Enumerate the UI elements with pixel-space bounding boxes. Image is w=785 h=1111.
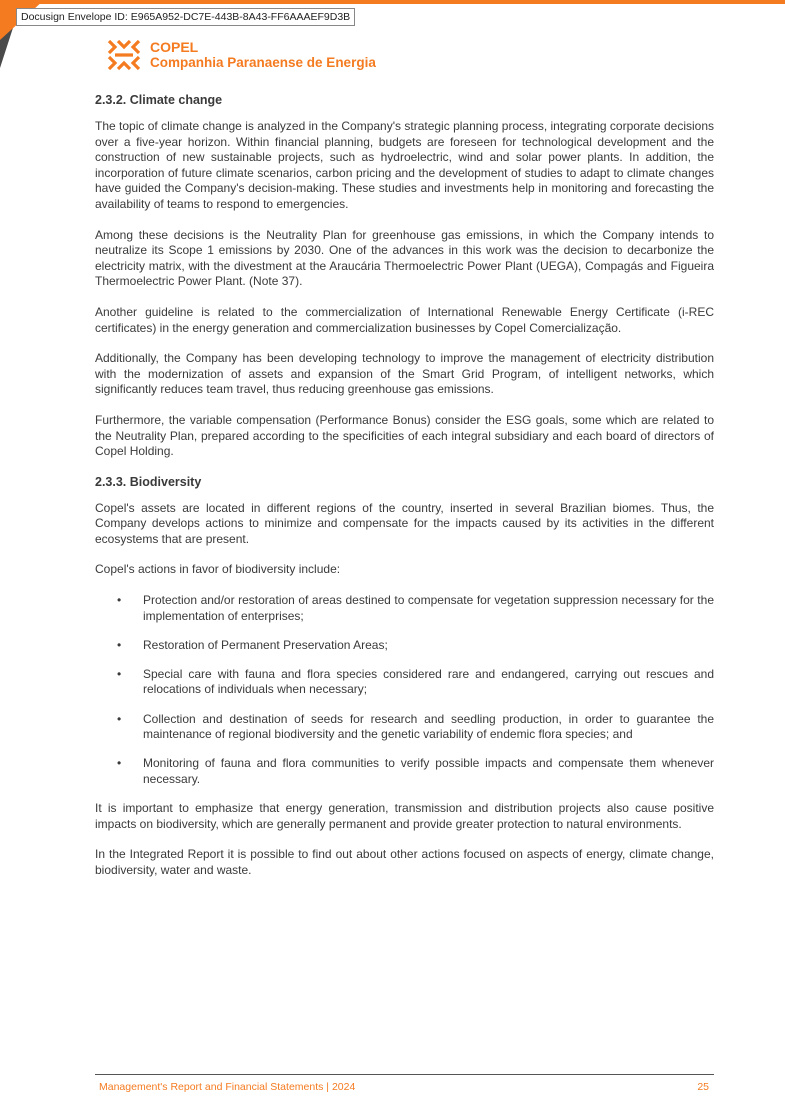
copel-logo	[106, 38, 376, 72]
paragraph: It is important to emphasize that energy generation, transmission and distribution projects also cause positive impacts on biodiversity, which are generally permanent and provide greater protection to natural environments.	[95, 800, 714, 831]
bullet-icon: •	[117, 756, 122, 771]
paragraph: Copel's assets are located in different regions of the country, inserted in several Brazilian biomes. Thus, the Company develops actions to minimize and compensate for the impacts caused by its activities in the different ecosystems that are present.	[95, 500, 714, 546]
footer-report-title: Management's Report and Financial Statements | 2024	[99, 1081, 356, 1093]
copel-logo-icon	[106, 38, 142, 72]
paragraph: Additionally, the Company has been developing technology to improve the management of electricity distribution with the modernization of assets and expansion of the Smart Grid Program, of intelligent networks, which significantly reduces team travel, thus reducing greenhouse gas emissions.	[95, 351, 714, 397]
list-item: • Restoration of Permanent Preservation Areas;	[117, 637, 388, 652]
paragraph: Furthermore, the variable compensation (Performance Bonus) consider the ESG goals, some which are related to the Neutrality Plan, prepared according to the specificities of each integral subsidiary and each board of directors of Copel Holding.	[95, 412, 714, 459]
footer-divider	[95, 1074, 714, 1075]
climate-change-heading: 2.3.2. Climate change	[95, 93, 223, 107]
list-item: • Monitoring of fauna and flora communities to verify possible impacts and compensate them whenever necessary.	[117, 756, 714, 786]
paragraph: In the Integrated Report it is possible to find out about other actions focused on aspects of energy, climate change, biodiversity, water and waste.	[95, 847, 714, 877]
list-item: • Protection and/or restoration of areas destined to compensate for vegetation suppression necessary for the implementation of enterprises;	[117, 593, 714, 623]
logo-company-subtitle: Companhia Paranaense de Energia	[150, 55, 376, 70]
bullet-icon: •	[117, 637, 122, 652]
list-item: • Collection and destination of seeds for research and seedling production, in order to guarantee the maintenance of regional biodiversity and the genetic variability of endemic flora species; and	[117, 711, 714, 742]
page-content	[95, 93, 714, 893]
paragraph: Among these decisions is the Neutrality Plan for greenhouse gas emissions, in which the Company intends to neutralize its Scope 1 emissions by 2030. One of the advances in this work was the decision to decarbonize the electricity matrix, with the divestment at the Araucária Thermoelectric Power Plant (UEGA), Compagás and Figueira Thermoelectric Power Plant. (Note 37).	[95, 227, 714, 289]
paragraph: Another guideline is related to the commercialization of International Renewable Energy Certificate (i-REC certificates) in the energy generation and commercialization businesses by Copel Comercialização.	[95, 304, 714, 335]
list-intro: Copel's actions in favor of biodiversity include:	[95, 562, 341, 577]
docusign-envelope-id: Docusign Envelope ID: E965A952-DC7E-443B-8A43-FF6AAAEF9D3B	[16, 8, 355, 26]
bullet-icon: •	[117, 711, 122, 726]
biodiversity-heading: 2.3.3. Biodiversity	[95, 474, 202, 489]
logo-company-name: COPEL	[150, 39, 199, 55]
bullet-icon: •	[117, 593, 122, 608]
bullet-icon: •	[117, 666, 122, 681]
list-item: • Special care with fauna and flora species considered rare and endangered, carrying out rescues and relocations of individuals when necessary;	[117, 666, 714, 697]
paragraph: The topic of climate change is analyzed in the Company's strategic planning process, integrating corporate decisions over a five-year horizon. Within financial planning, budgets are foreseen for technological development and the construction of new sustainable projects, such as hydroelectric, wind and solar power plants. In addition, the incorporation of future climate scenarios, carbon pricing and the development of studies to adapt to climate changes have guided the Company's decision-making. These studies and investments help in monitoring and forecasting the availability of teams to respond to emergencies.	[95, 119, 714, 211]
top-accent-bar	[0, 0, 785, 4]
biodiversity-actions-list	[95, 593, 714, 787]
page-number: 25	[697, 1081, 709, 1093]
